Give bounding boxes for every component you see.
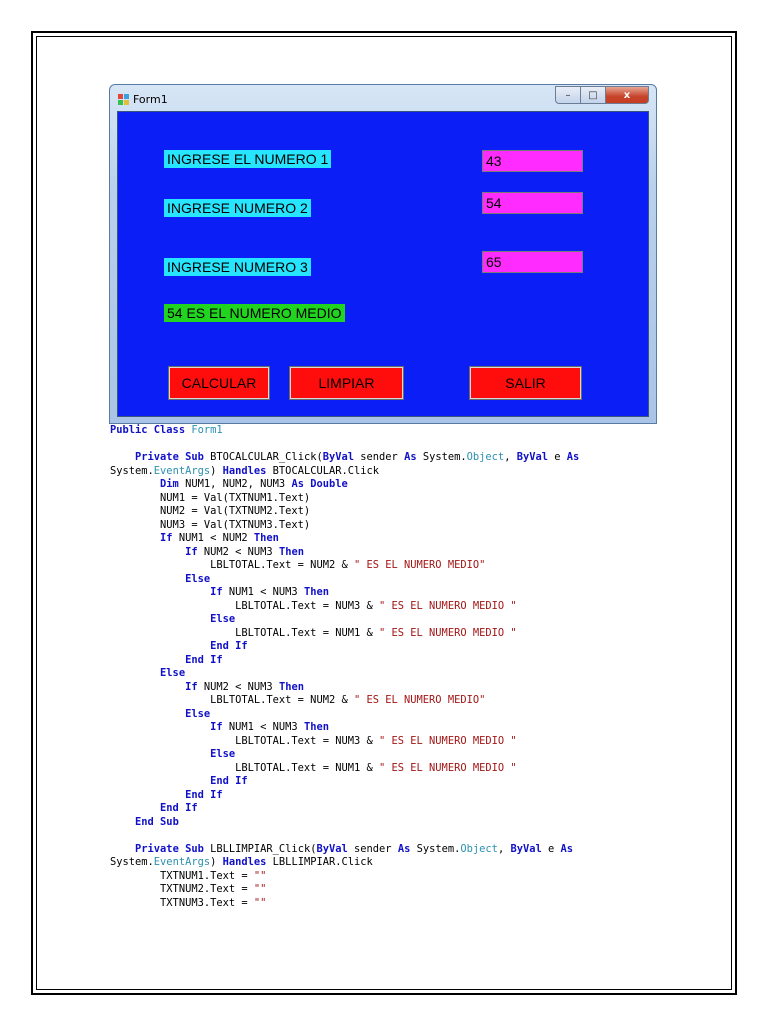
code-token: Else (185, 572, 211, 585)
code-token (110, 451, 135, 463)
code-line (110, 451, 670, 465)
code-token (110, 816, 135, 828)
txtnum1-input[interactable]: 43 (482, 150, 583, 172)
code-token (110, 478, 160, 490)
code-line (110, 762, 670, 776)
code-line (110, 789, 670, 803)
code-line (110, 613, 670, 627)
code-line (110, 505, 670, 519)
code-token: Form1 (191, 424, 223, 436)
code-token: Then (303, 586, 329, 598)
code-line (110, 478, 670, 492)
limpiar-button[interactable]: LIMPIAR (290, 367, 403, 399)
code-token: " ES EL NUMERO MEDIO " (379, 734, 517, 747)
code-token: TXTNUM2.Text = (110, 883, 254, 895)
code-token: Then (303, 721, 329, 733)
code-token: If (210, 586, 229, 598)
code-token: Else (210, 748, 236, 760)
code-line (110, 681, 670, 695)
code-token: " ES EL NUMERO MEDIO " (379, 626, 517, 639)
code-token: End If (185, 788, 223, 801)
window-controls (555, 86, 649, 104)
code-token: " ES EL NUMERO MEDIO " (379, 599, 517, 612)
code-token (110, 640, 210, 652)
code-token: Then (278, 680, 304, 693)
code-token: "" (253, 869, 267, 882)
code-line (110, 573, 670, 587)
close-button[interactable] (606, 86, 649, 104)
maximize-icon: □ (588, 89, 598, 101)
code-token: System. (110, 464, 154, 477)
code-token: LBLTOTAL.Text = NUM3 & (110, 734, 379, 747)
code-token: LBLTOTAL.Text = NUM3 & (110, 599, 379, 612)
code-token: Handles (222, 464, 273, 477)
code-token: "" (253, 883, 267, 895)
code-token: NUM2 = Val(TXTNUM2.Text) (110, 505, 311, 517)
code-token: System. (416, 842, 461, 855)
code-line (110, 519, 670, 533)
code-token: NUM3 = Val(TXTNUM3.Text) (110, 518, 311, 531)
code-token: NUM1 < NUM3 (228, 586, 304, 598)
code-token: End Sub (135, 815, 179, 828)
code-token: Handles (222, 856, 273, 868)
code-token: e (554, 451, 567, 463)
code-line (110, 627, 670, 641)
code-line (110, 600, 670, 614)
code-token (110, 532, 160, 544)
code-line (110, 708, 670, 722)
code-token: Private Sub (135, 842, 211, 855)
close-icon: x (623, 89, 631, 101)
code-token: sender (360, 451, 405, 463)
label-numero-1: INGRESE EL NUMERO 1 (164, 150, 331, 168)
code-token: Object (460, 842, 498, 855)
code-line (110, 438, 670, 452)
code-line (110, 654, 670, 668)
code-token: "" (253, 896, 267, 909)
code-line (110, 586, 670, 600)
code-token: " ES EL NUMERO MEDIO" (353, 694, 486, 706)
code-token: Dim (160, 478, 186, 490)
code-token: As (404, 451, 423, 463)
source-code (110, 424, 670, 910)
code-token: NUM2 < NUM3 (203, 545, 279, 558)
code-token (110, 667, 160, 679)
code-line (110, 721, 670, 735)
code-token: sender (354, 842, 398, 855)
code-line (110, 492, 670, 506)
maximize-button[interactable] (581, 86, 606, 104)
code-token: Object (466, 451, 505, 463)
txtnum2-input[interactable]: 54 (482, 192, 583, 214)
window-title: Form1 (133, 92, 168, 106)
code-token: As (566, 451, 580, 463)
code-token: ) (210, 856, 223, 868)
code-token (110, 586, 210, 598)
code-line (110, 532, 670, 546)
code-token: ByVal (516, 451, 555, 463)
code-token (110, 546, 185, 558)
code-token: ByVal (322, 451, 361, 463)
salir-button[interactable]: SALIR (470, 367, 581, 399)
code-token: Public Class (110, 424, 192, 436)
window-titlebar (118, 91, 168, 107)
code-token (110, 789, 185, 801)
code-token: LBLTOTAL.Text = NUM2 & (110, 694, 354, 706)
code-token: Then (253, 532, 279, 544)
code-token: BTOCALCULAR_Click( (210, 451, 323, 463)
txtnum3-input[interactable]: 65 (482, 251, 583, 273)
minimize-button[interactable] (555, 86, 581, 104)
code-line (110, 870, 670, 884)
code-token: If (210, 721, 229, 733)
label-numero-3: INGRESE NUMERO 3 (164, 258, 311, 276)
code-line (110, 546, 670, 560)
code-token (110, 708, 185, 720)
code-token: Then (278, 545, 304, 558)
code-token: NUM1 < NUM3 (228, 721, 304, 733)
code-token (110, 802, 160, 814)
code-token: As Double (291, 478, 348, 490)
code-token: ByVal (316, 842, 355, 855)
code-token: , (504, 451, 517, 463)
code-token: End If (210, 775, 248, 787)
code-line (110, 640, 670, 654)
code-line (110, 735, 670, 749)
code-token: ByVal (510, 842, 548, 855)
code-token: NUM2 < NUM3 (203, 680, 279, 693)
code-token: " ES EL NUMERO MEDIO" (353, 559, 486, 571)
code-token: As (560, 842, 574, 855)
minimize-icon: – (565, 89, 571, 101)
code-line (110, 667, 670, 681)
code-token: LBLTOTAL.Text = NUM1 & (110, 626, 379, 639)
code-token: System. (110, 856, 154, 868)
code-token: Private Sub (135, 451, 211, 463)
code-line (110, 748, 670, 762)
code-token: e (548, 842, 561, 855)
code-token: If (185, 680, 204, 693)
code-token: Else (160, 667, 186, 679)
app-icon (118, 94, 129, 105)
code-line (110, 694, 670, 708)
code-line (110, 424, 670, 438)
code-line (110, 843, 670, 857)
code-token: EventArgs (153, 464, 211, 477)
code-line (110, 775, 670, 789)
code-line (110, 465, 670, 479)
code-token: EventArgs (153, 856, 211, 868)
code-line (110, 883, 670, 897)
code-token: End If (185, 653, 223, 666)
code-token: LBLTOTAL.Text = NUM2 & (110, 559, 354, 571)
code-token (110, 775, 210, 787)
code-token: NUM1, NUM2, NUM3 (185, 478, 292, 490)
code-token: TXTNUM3.Text = (110, 896, 254, 909)
code-token: LBLTOTAL.Text = NUM1 & (110, 761, 379, 774)
code-token (110, 721, 210, 733)
code-token (110, 654, 185, 666)
code-token: , (497, 842, 511, 855)
code-token: LBLLIMPIAR_Click( (210, 842, 317, 855)
code-token: System. (422, 451, 467, 463)
code-token: ) (210, 464, 223, 477)
code-token (110, 748, 210, 760)
code-token: " ES EL NUMERO MEDIO " (379, 761, 517, 774)
code-token: Else (185, 707, 211, 720)
code-token: End If (210, 640, 248, 652)
code-token: Else (210, 613, 236, 625)
code-line (110, 829, 670, 843)
code-token: If (185, 545, 204, 558)
code-token: If (160, 532, 179, 544)
code-token: End If (160, 802, 198, 814)
form1-window (109, 84, 657, 424)
code-line (110, 856, 670, 870)
code-line (110, 897, 670, 911)
code-line (110, 816, 670, 830)
calcular-button[interactable]: CALCULAR (169, 367, 269, 399)
code-token (110, 573, 185, 585)
code-token: NUM1 = Val(TXTNUM1.Text) (110, 491, 311, 504)
code-token (110, 843, 135, 855)
code-token: NUM1 < NUM2 (178, 532, 254, 544)
form-client-area (117, 111, 649, 417)
code-token: LBLLIMPIAR.Click (272, 856, 373, 868)
code-token (110, 613, 210, 625)
code-token: TXTNUM1.Text = (110, 869, 254, 882)
label-numero-2: INGRESE NUMERO 2 (164, 199, 311, 217)
code-token (110, 681, 185, 693)
code-line (110, 559, 670, 573)
code-token: As (397, 842, 417, 855)
code-token: BTOCALCULAR.Click (272, 464, 380, 477)
result-label: 54 ES EL NUMERO MEDIO (164, 304, 345, 322)
code-line (110, 802, 670, 816)
